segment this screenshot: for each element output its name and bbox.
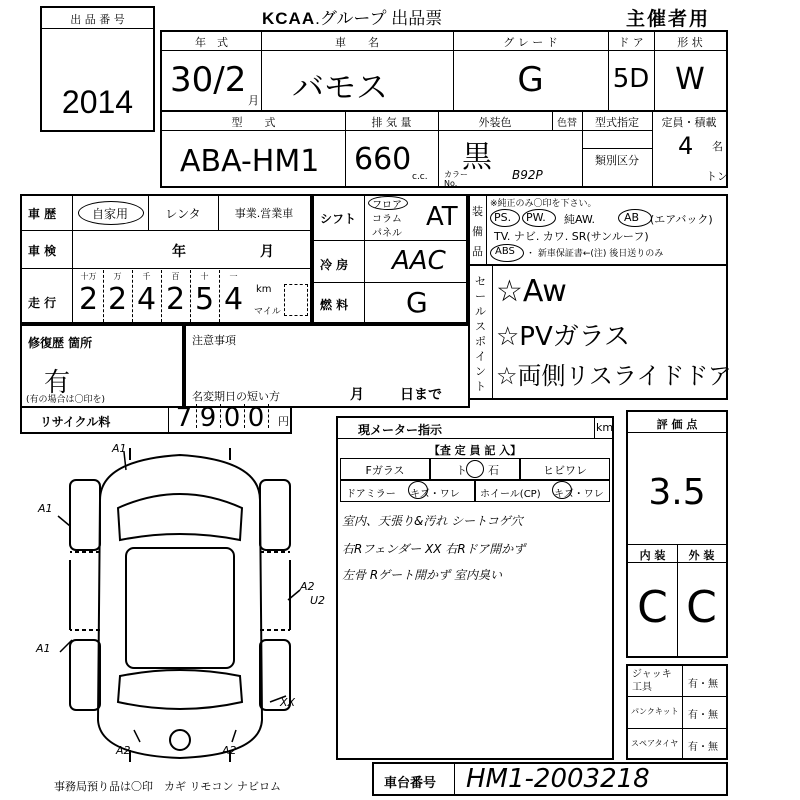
recycle-label: リサイクル料	[40, 415, 111, 429]
mirror-label: ドアミラー	[346, 489, 396, 500]
model-label: 型 式	[231, 116, 276, 129]
class-label: 類別区分	[595, 154, 639, 167]
damage-mark-right-rear: XX	[280, 696, 296, 709]
mileage-cell	[161, 270, 191, 322]
fuel-value: G	[406, 286, 428, 319]
mileage-km-unit: km	[256, 284, 272, 295]
type-spec-label: 型式指定	[595, 116, 639, 129]
tools-block	[626, 664, 728, 760]
mileage-label: 走 行	[28, 296, 57, 310]
glass-scratch: ト	[456, 464, 467, 477]
model-value: ABA-HM1	[180, 144, 320, 179]
lot-number-box	[40, 6, 155, 132]
equipment-block	[468, 194, 728, 266]
grade-score-label: 評 価 点	[656, 418, 698, 431]
color-number-label: カラー No.	[444, 170, 468, 188]
shift-block	[312, 194, 468, 324]
mileage-cell	[74, 270, 104, 322]
inspection-label: 車 検	[28, 244, 57, 258]
equipment-note: ※純正のみ〇印を下さい。	[490, 199, 597, 209]
equip-abs: ABS	[495, 246, 515, 257]
inspector-comment-3: 左骨 Rゲート開かず 室内臭い	[342, 568, 502, 582]
capacity-label: 定員・積載	[661, 116, 717, 129]
glass-stone: 石	[488, 464, 499, 477]
equip-ab: AB	[624, 211, 640, 224]
damage-mark-rear-right: A2	[222, 744, 237, 757]
form-title: .グループ 出品票	[315, 9, 443, 28]
year-month-suffix: 月	[248, 94, 259, 107]
copy-label: 主催者用	[626, 8, 711, 30]
tool-puncture-label: パンクキット	[631, 707, 679, 716]
title-row	[262, 4, 442, 29]
damage-mark-rear-left: A2	[116, 744, 131, 757]
shift-label: シフト	[320, 212, 357, 226]
exterior-color-value: 黒	[462, 140, 492, 175]
sales-point-3: ☆両側リスライドドア	[496, 362, 732, 390]
year-label: 年 式	[195, 36, 228, 49]
meter-unit: km	[596, 421, 614, 434]
mileage-unit-label: 千	[142, 272, 151, 281]
displacement-label: 排 気 量	[371, 116, 412, 129]
recycle-digit: 7	[172, 404, 197, 428]
history-label: 車 歴	[28, 207, 57, 221]
recycle-digit: 0	[244, 404, 269, 428]
mileage-unit-label: 万	[113, 272, 122, 281]
grade-label: グ レ ー ド	[503, 36, 558, 49]
inspection-year: 年	[172, 244, 186, 260]
load-unit: トン	[706, 170, 728, 183]
equip-line3: ・ 新車保証書←(注) 後日送りのみ	[526, 249, 664, 259]
displacement-unit: c.c.	[412, 172, 428, 182]
inspector-block	[336, 416, 614, 760]
car-name-value: バモス	[292, 68, 389, 106]
equip-line2: TV. ナビ. カワ. SR(サンルーフ)	[494, 230, 649, 243]
inspector-comment-1: 室内、天張り&汚れ シートコゲ穴	[342, 514, 523, 528]
chassis-label: 車台番号	[384, 776, 437, 791]
mileage-digit: 5	[194, 282, 215, 317]
mileage-mile-unit: マイル	[254, 307, 281, 317]
tool-jack-label: ジャッキ 工具	[632, 669, 672, 693]
sales-point-block	[468, 264, 732, 400]
door-label: ド ア	[618, 36, 644, 49]
vehicle-info-grid	[160, 30, 728, 188]
shape-value: W	[675, 62, 705, 97]
inspection-month: 月	[260, 244, 274, 260]
damage-mark-left-rear: A1	[36, 642, 51, 655]
mileage-cell	[132, 270, 162, 322]
shift-option-floor: フロア	[372, 200, 402, 211]
year-value: 30/2	[170, 60, 247, 100]
repair-label: 修復歴 箇所	[28, 336, 93, 350]
equip-ab-note: (エアバック)	[650, 213, 713, 226]
expiry-label: 名変期日の短い方	[192, 390, 280, 403]
interior-grade: C	[637, 582, 668, 633]
wheel-options: キズ・ワレ	[554, 489, 604, 500]
inspector-comment-2: 右Rフェンダー XX 右Rドア開かず	[342, 542, 526, 556]
mileage-unit-label: 一	[229, 272, 238, 281]
damage-mark-left-front: A1	[38, 502, 53, 515]
repair-note: (有の場合は〇印を)	[26, 395, 106, 405]
meter-label: 現メーター指示	[358, 423, 443, 437]
ac-value: AAC	[392, 246, 446, 276]
grade-score-value: 3.5	[648, 472, 706, 513]
capacity-unit: 名	[712, 140, 723, 153]
shift-option-column: コラム	[372, 214, 402, 225]
mileage-cell	[190, 270, 220, 322]
sales-point-2: ☆PVガラス	[496, 322, 630, 352]
mileage-unit-label: 十万	[80, 272, 97, 281]
car-outline-svg	[30, 440, 330, 770]
sales-point-1: ☆Aw	[496, 274, 567, 309]
exterior-color-label: 外装色	[478, 116, 512, 129]
notes-label: 注意事項	[192, 334, 236, 347]
mileage-digit: 2	[165, 282, 186, 317]
damage-mark-front: A1	[112, 442, 127, 455]
capacity-value: 4	[678, 132, 694, 160]
history-option-private: 自家用	[91, 207, 128, 221]
inspector-header: 【査 定 員 記 入】	[428, 444, 522, 457]
recycle-digit: 0	[220, 404, 245, 428]
equip-pw: PW.	[526, 211, 546, 224]
recycle-block	[20, 403, 292, 434]
wheel-label: ホイール(CP)	[480, 489, 541, 500]
door-value: 5D	[612, 64, 650, 94]
glass-crack: ヒビワレ	[543, 464, 587, 477]
fuel-label: 燃 料	[320, 298, 349, 312]
car-diagram	[30, 440, 330, 770]
displacement-value: 660	[354, 142, 412, 177]
brand-logo: KCAA	[262, 9, 316, 28]
repair-block	[20, 324, 184, 408]
f-glass-label: Fガラス	[365, 464, 405, 477]
chassis-block	[372, 762, 728, 796]
expiry-day: 日まで	[400, 387, 442, 403]
mileage-digit: 4	[223, 282, 244, 317]
damage-mark-right-door: A2	[300, 580, 315, 593]
tool-puncture-options: 有・無	[688, 710, 718, 721]
shift-value: AT	[426, 202, 458, 232]
grade-value: G	[517, 60, 544, 100]
chassis-number: HM1-2003218	[466, 764, 650, 794]
lot-number: 2014	[61, 84, 134, 120]
mileage-unit-label: 十	[200, 272, 209, 281]
tool-spare-options: 有・無	[688, 742, 718, 753]
mileage-mile-checkbox	[284, 284, 308, 316]
mileage-digit: 2	[107, 282, 128, 317]
interior-label: 内 装	[639, 549, 666, 562]
office-items-footer: 事務局預り品は〇印 カギ リモコン ナビロム	[54, 780, 281, 793]
mileage-digit: 4	[136, 282, 157, 317]
car-name-label: 車 名	[335, 36, 379, 49]
exterior-label: 外 装	[688, 549, 715, 562]
recycle-unit: 円	[278, 415, 289, 428]
notes-block	[184, 324, 470, 408]
repair-value: 有	[44, 368, 71, 398]
history-option-rental: レンタ	[165, 207, 201, 221]
lot-number-label: 出 品 番 号	[70, 13, 125, 26]
shape-label: 形 状	[677, 36, 703, 49]
mileage-cell	[103, 270, 133, 322]
color-change-label: 色替	[557, 118, 577, 129]
exterior-grade: C	[686, 582, 717, 633]
grade-block	[626, 410, 728, 658]
tool-spare-label: スペアタイヤ	[631, 739, 679, 748]
shift-option-panel: パネル	[372, 228, 402, 239]
equip-aw: 純AW.	[564, 213, 596, 226]
history-block	[20, 194, 312, 324]
expiry-month: 月	[350, 387, 364, 403]
mirror-options: キズ・ワレ	[410, 489, 460, 500]
mileage-unit-label: 百	[171, 272, 180, 281]
equip-ps: PS.	[494, 211, 512, 224]
sales-point-side-label: セールスポイント	[475, 275, 486, 393]
damage-mark-right-side: U2	[310, 594, 326, 607]
history-option-business: 事業.営業車	[234, 207, 294, 220]
mileage-cell	[219, 270, 248, 322]
color-number-value: B92P	[512, 168, 543, 182]
mileage-digit: 2	[78, 282, 99, 317]
equipment-side-label: 装備品	[472, 205, 483, 258]
ac-label: 冷 房	[320, 258, 349, 272]
recycle-digit: 9	[196, 404, 221, 428]
tool-jack-options: 有・無	[688, 679, 718, 690]
